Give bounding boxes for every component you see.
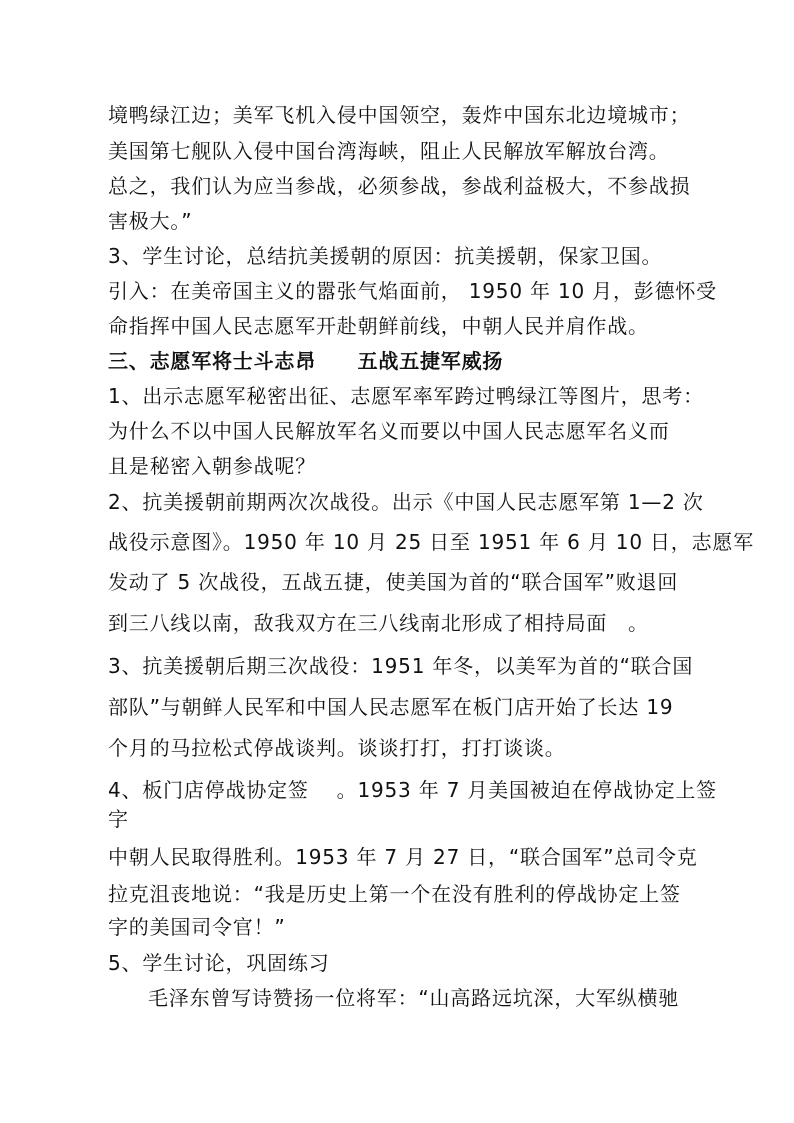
text-line-14: 发动了 5 次战役，五战五捷，使美国为首的“联合国军”败退回 <box>108 570 679 594</box>
text-line-2: 美国第七舰队入侵中国台湾海峡，阻止人民解放军解放台湾。 <box>108 139 670 163</box>
text-line-16: 3、抗美援朝后期三次战役：1951 年冬，以美军为首的“联合国 <box>108 654 694 678</box>
text-line-10: 为什么不以中国人民解放军名义而要以中国人民志愿军名义而 <box>108 419 670 443</box>
text-line-3: 总之，我们认为应当参战，必须参战，参战利益极大，不参战损 <box>108 174 691 198</box>
text-line-17: 部队”与朝鲜人民军和中国人民志愿军在板门店开始了长达 19 <box>108 695 674 719</box>
text-line-15: 到三八线以南，敌我双方在三八线南北形成了相持局面 。 <box>108 611 649 635</box>
text-line-23: 字的美国司令官！” <box>108 915 286 939</box>
text-line-21: 中朝人民取得胜利。1953 年 7 月 27 日，“联合国军”总司令克 <box>108 845 698 869</box>
text-line-12: 2、抗美援朝前期两次次战役。出示《中国人民志愿军第 1—2 次 <box>108 490 704 514</box>
text-line-11: 且是秘密入朝参战呢？ <box>108 454 316 478</box>
text-line-20: 字 <box>108 807 129 831</box>
text-line-18: 个月的马拉松式停战谈判。谈谈打打，打打谈谈。 <box>108 736 566 760</box>
text-line-24: 5、学生讨论，巩固练习 <box>108 951 330 975</box>
text-line-13: 战役示意图》。1950 年 10 月 25 日至 1951 年 6 月 10 日，志愿军 <box>108 530 754 554</box>
text-line-19: 4、板门店停战协定签 。1953 年 7 月美国被迫在停战协定上签 <box>108 778 717 802</box>
text-line-7: 命指挥中国人民志愿军开赴朝鲜前线，中朝人民并肩作战。 <box>108 314 649 338</box>
text-line-4: 害极大。” <box>108 209 193 233</box>
text-line-5: 3、学生讨论，总结抗美援朝的原因：抗美援朝，保家卫国。 <box>108 244 663 268</box>
text-line-9: 1、出示志愿军秘密出征、志愿军率军跨过鸭绿江等图片，思考： <box>108 384 704 408</box>
text-line-6: 引入：在美帝国主义的嚣张气焰面前， 1950 年 10 月，彭德怀受 <box>108 279 717 303</box>
text-line-1: 境鸭绿江边；美军飞机入侵中国领空，轰炸中国东北边境城市； <box>108 103 691 127</box>
text-line-22: 拉克沮丧地说：“我是历史上第一个在没有胜利的停战协定上签 <box>108 882 681 906</box>
section-heading: 三、志愿军将士斗志昂 五战五捷军威扬 <box>108 349 504 373</box>
text-line-25: 毛泽东曾写诗赞扬一位将军：“山高路远坑深，大军纵横驰 <box>148 986 680 1010</box>
